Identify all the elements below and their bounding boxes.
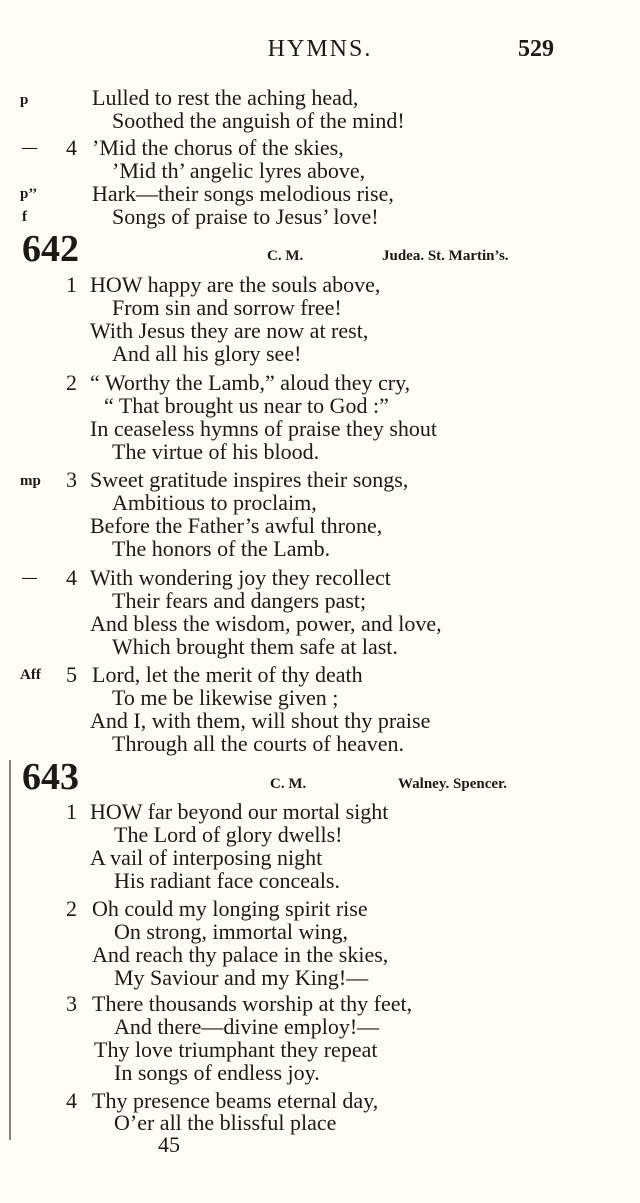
hymn-line: The honors of the Lamb. [112,536,331,561]
hymn-line: To me be likewise given ; [112,685,339,710]
hymn-line: Lulled to rest the aching head, [92,85,359,110]
dynamic-mark: f [22,209,27,225]
hymn-line: And reach thy palace in the skies, [92,942,389,967]
running-header: HYMNS. [267,36,373,62]
hymn-line: Through all the courts of heaven. [112,731,405,756]
dynamic-mark: p [20,92,29,108]
hymn-line: With wondering joy they recollect [90,565,391,590]
hymn-line: Ambitious to proclaim, [112,490,317,515]
dynamic-mark: Aff [20,667,41,683]
hymn-line: Thy presence beams eternal day, [92,1088,379,1113]
hymn-meter: C. M. [267,248,304,264]
hymn-meter: C. M. [270,776,307,792]
hymn-line: Before the Father’s awful throne, [90,513,383,538]
hymn-line: From sin and sorrow free! [112,295,342,320]
verse-number: 2 [66,896,77,921]
hymn-line: On strong, immortal wing, [114,919,349,944]
hymn-line: His radiant face conceals. [114,868,340,893]
hymn-line: A vail of interposing night [90,845,323,870]
hymn-line: In ceaseless hymns of praise they shout [90,416,438,441]
hymn-line: Their fears and dangers past; [112,588,367,613]
hymn-line: Songs of praise to Jesus’ love! [112,204,379,229]
dynamic-mark: — [22,140,37,156]
hymn-line: HOW happy are the souls above, [90,272,381,297]
hymn-line: And there—divine employ!— [114,1014,380,1039]
dynamic-mark: mp [20,473,41,489]
hymn-line: “ That brought us near to God :” [104,393,389,418]
hymn-line: The virtue of his blood. [112,439,320,464]
hymn-line: ’Mid the chorus of the skies, [92,135,344,160]
hymn-line: ’Mid th’ angelic lyres above, [112,158,366,183]
hymn-line: O’er all the blissful place [114,1110,337,1135]
hymn-line: Thy love triumphant they repeat [94,1037,378,1062]
hymn-number: 643 [22,756,79,798]
hymn-line: Lord, let the merit of thy death [92,662,363,687]
hymn-number: 642 [22,228,79,270]
verse-number: 4 [66,135,77,160]
hymn-line: And bless the wisdom, power, and love, [90,611,442,636]
dynamic-mark: p’’ [20,186,38,202]
signature-mark: 45 [158,1132,180,1157]
hymn-line: Which brought them safe at last. [112,634,398,659]
hymn-line: And all his glory see! [112,341,302,366]
hymn-line: There thousands worship at thy feet, [92,991,413,1016]
dynamic-mark: — [22,570,37,586]
margin-rule [9,760,11,1140]
hymn-line: HOW far beyond our mortal sight [90,799,389,824]
verse-number: 3 [66,991,77,1016]
verse-number: 2 [66,370,77,395]
hymn-line: The Lord of glory dwells! [114,822,343,847]
verse-number: 3 [66,467,77,492]
hymn-line: With Jesus they are now at rest, [90,318,369,343]
verse-number: 1 [66,799,77,824]
hymn-line: My Saviour and my King!— [114,965,369,990]
hymn-line: Oh could my longing spirit rise [92,896,368,921]
hymn-line: In songs of endless joy. [114,1060,320,1085]
hymn-tunes: Walney. Spencer. [398,776,508,792]
verse-number: 4 [66,565,77,590]
hymn-line: Soothed the anguish of the mind! [112,108,405,133]
hymn-line: And I, with them, will shout thy praise [90,708,431,733]
hymn-line: “ Worthy the Lamb,” aloud they cry, [90,370,411,395]
hymn-tunes: Judea. St. Martin’s. [382,248,509,264]
hymn-line: Sweet gratitude inspires their songs, [90,467,409,492]
page-number: 529 [518,36,554,62]
hymn-line: Hark—their songs melodious rise, [92,181,394,206]
verse-number: 4 [66,1088,77,1113]
verse-number: 1 [66,272,77,297]
verse-number: 5 [66,662,77,687]
